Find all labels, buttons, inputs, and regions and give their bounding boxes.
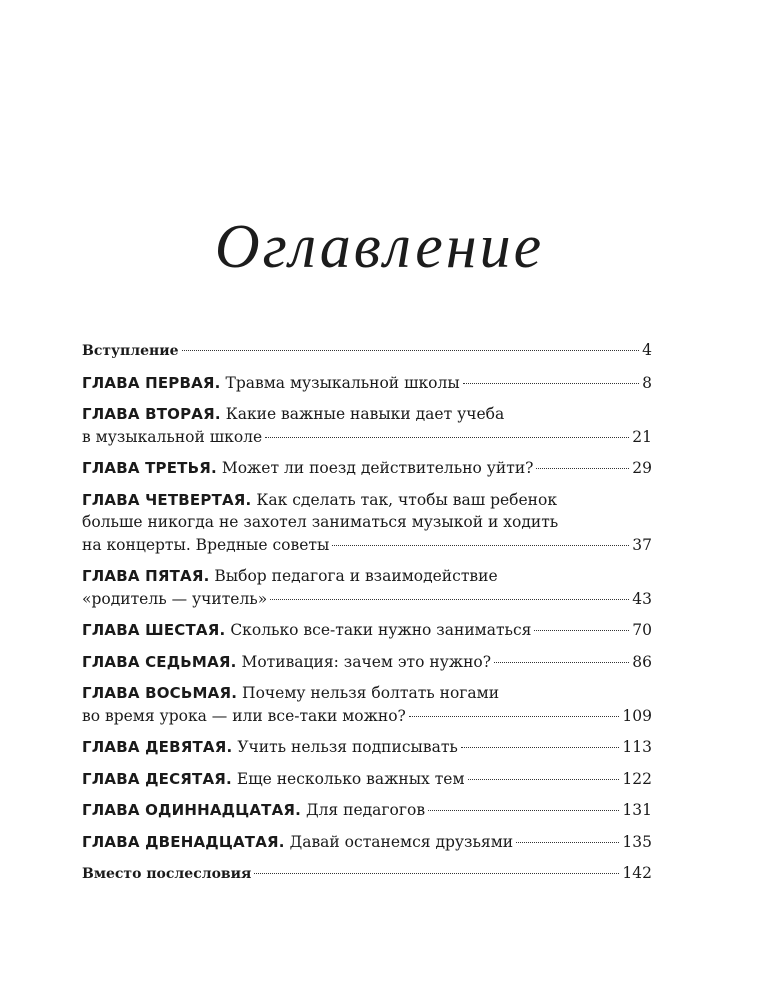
dot-leader <box>536 468 629 469</box>
page-number: 8 <box>642 373 652 392</box>
page-number: 122 <box>622 769 652 788</box>
toc-entry[interactable] <box>82 339 652 363</box>
toc-entry-text: Мотивация: зачем это нужно? <box>241 652 492 671</box>
dot-leader <box>254 873 619 874</box>
toc-entry-text: Еще несколько важных тем <box>236 769 465 788</box>
dot-leader <box>534 630 629 631</box>
page-number: 43 <box>632 589 652 608</box>
toc-entry[interactable] <box>82 619 652 642</box>
toc-entry-heading: ГЛАВА ОДИННАДЦАТАЯ. <box>82 801 302 819</box>
toc-entry-text: Учить нельзя подписывать <box>237 738 458 756</box>
toc-entry-heading: ГЛАВА ДВЕНАДЦАТАЯ. <box>82 832 285 851</box>
toc-entry-text: на концерты. Вредные советы <box>82 535 330 554</box>
page-number: 86 <box>632 652 652 671</box>
page-number: 29 <box>632 459 652 477</box>
toc-entry[interactable] <box>82 682 652 727</box>
toc-entry[interactable] <box>82 372 652 395</box>
dot-leader <box>516 842 619 843</box>
toc-entry[interactable] <box>82 403 652 448</box>
page-number: 142 <box>622 864 652 882</box>
toc-entry[interactable] <box>82 768 652 791</box>
toc-entry-heading: ГЛАВА ВТОРАЯ. <box>82 405 221 423</box>
dot-leader <box>463 383 639 384</box>
page-title: Оглавление <box>214 213 545 281</box>
toc-entry[interactable] <box>82 651 652 674</box>
toc-entry-heading: ГЛАВА ШЕСТАЯ. <box>82 621 226 639</box>
page-number: 135 <box>622 832 652 851</box>
toc-entry-text: Сколько все-таки нужно заниматься <box>230 621 532 639</box>
toc-entry-text: больше никогда не захотел заниматься музыкой и ходить <box>82 513 559 531</box>
dot-leader <box>265 437 629 438</box>
page-number: 21 <box>632 427 652 446</box>
toc-entry[interactable] <box>82 799 652 822</box>
toc-entry-text: Почему нельзя болтать ногами <box>242 684 500 702</box>
toc-entry-heading: ГЛАВА ТРЕТЬЯ. <box>82 459 217 477</box>
toc-entry-text: Как сделать так, чтобы ваш ребенок <box>256 490 558 509</box>
dot-leader <box>332 545 629 546</box>
toc-entry[interactable] <box>82 736 652 759</box>
toc-entry-text: «родитель — учитель» <box>82 589 268 608</box>
dot-leader <box>461 747 620 748</box>
toc-entry-heading: ГЛАВА СЕДЬМАЯ. <box>82 652 237 671</box>
toc-entry[interactable] <box>82 831 652 854</box>
dot-leader <box>428 810 619 811</box>
toc-entry-heading: ГЛАВА ПЯТАЯ. <box>82 567 210 585</box>
page-number: 4 <box>642 341 652 359</box>
toc-entry-heading: Вместо послесловия <box>82 866 252 882</box>
page-number: 109 <box>622 706 652 725</box>
dot-leader <box>494 662 629 663</box>
toc-entry-heading: ГЛАВА ВОСЬМАЯ. <box>82 684 238 702</box>
page-number: 70 <box>632 621 652 639</box>
toc-entry-text: Выбор педагога и взаимодействие <box>214 567 498 585</box>
dot-leader <box>468 779 620 780</box>
dot-leader <box>270 599 629 600</box>
toc-entry[interactable] <box>82 457 652 480</box>
toc-entry-text: Давай останемся друзьями <box>289 832 514 851</box>
dot-leader <box>409 716 620 717</box>
toc-entry-text: Травма музыкальной школы <box>225 373 460 392</box>
toc-entry-heading: ГЛАВА ПЕРВАЯ. <box>82 373 221 392</box>
page-number: 37 <box>632 535 652 554</box>
toc-entry-text: во время урока — или все-таки можно? <box>82 706 406 725</box>
toc-entry-heading: Вступление <box>82 343 179 359</box>
toc-entry-text: Какие важные навыки дает учеба <box>225 405 505 423</box>
toc-entry-heading: ГЛАВА ДЕВЯТАЯ. <box>82 738 233 756</box>
page-number: 113 <box>622 738 652 756</box>
toc-entry[interactable] <box>82 862 652 886</box>
toc-entry-heading: ГЛАВА ДЕСЯТАЯ. <box>82 769 232 788</box>
toc-entry-text: в музыкальной школе <box>82 427 263 446</box>
toc-entry[interactable] <box>82 565 652 610</box>
dot-leader <box>182 350 640 351</box>
toc-entry[interactable] <box>82 489 652 557</box>
table-of-contents <box>82 339 652 895</box>
toc-entry-text: Для педагогов <box>305 801 426 819</box>
toc-entry-text: Может ли поезд действительно уйти? <box>221 459 534 477</box>
toc-entry-heading: ГЛАВА ЧЕТВЕРТАЯ. <box>82 490 252 509</box>
page-number: 131 <box>622 801 652 819</box>
